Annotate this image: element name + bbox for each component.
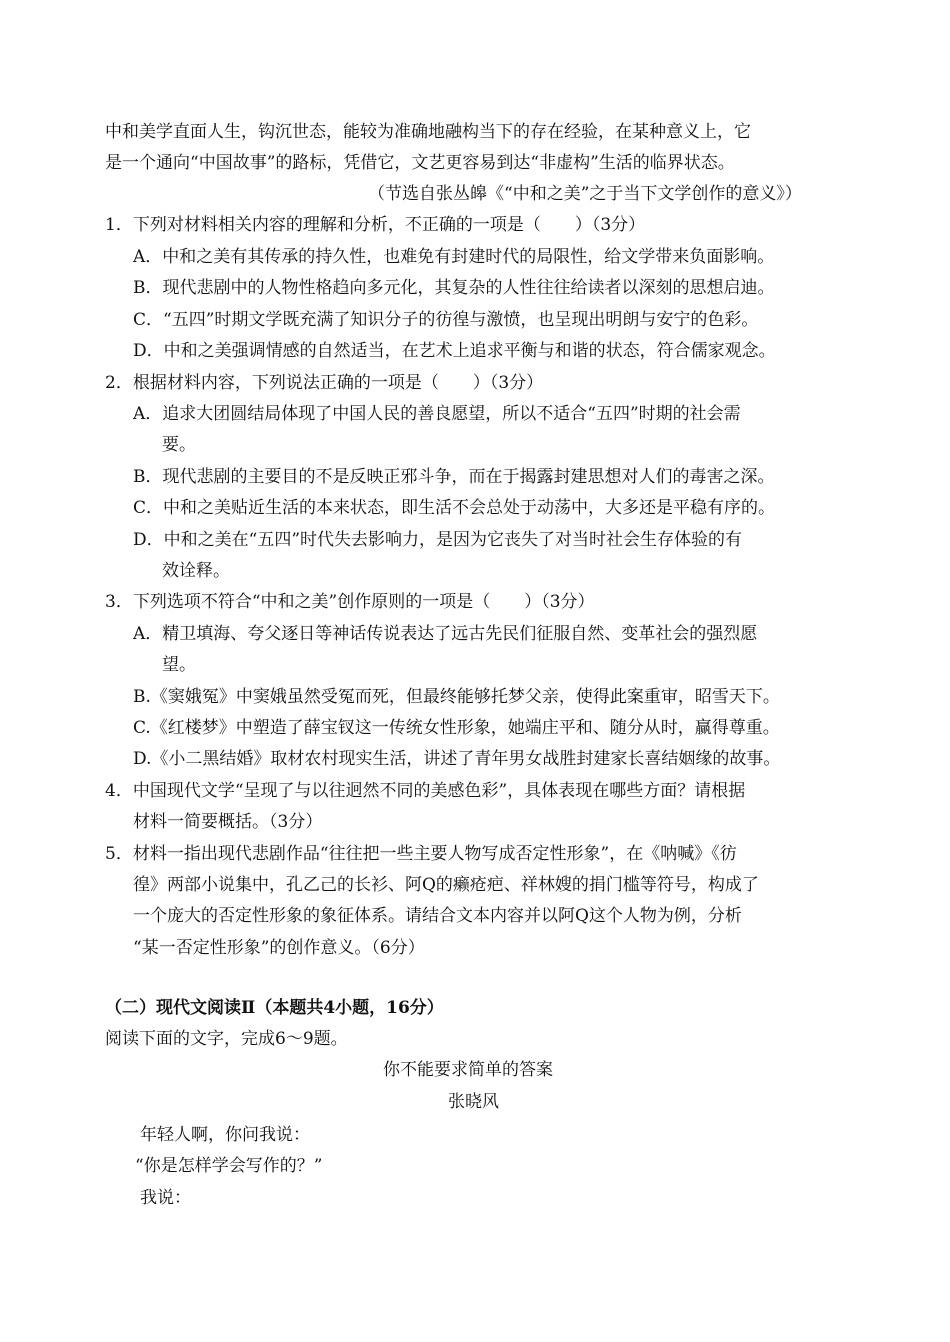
question-2-option-a-cont: 要。 [162,435,196,455]
question-2-option-d: D．中和之美在“五四”时代失去影响力，是因为它丧失了对当时社会生存体验的有 [133,530,743,550]
question-1-option-b: B．现代悲剧中的人物性格趋向多元化，其复杂的人性往往给读者以深刻的思想启迪。 [133,278,775,298]
section-instruction: 阅读下面的文字，完成6～9题。 [105,1029,348,1049]
question-1-stem: 1．下列对材料相关内容的理解和分析，不正确的一项是（ ）（3分） [105,215,646,235]
question-3-option-d: D.《小二黑结婚》取材农村现实生活，讲述了青年男女战胜封建家长喜结姻缘的故事。 [133,749,781,769]
article-author: 张晓风 [448,1092,499,1112]
question-3-stem: 3．下列选项不符合“中和之美”创作原则的一项是（ ）（3分） [105,592,595,612]
question-5-line-2: 徨》两部小说集中，孔乙己的长衫、阿Q的癞疮疤、祥林嫂的捐门槛等符号，构成了 [133,875,759,895]
intro-line-2: 是一个通向“中国故事”的路标，凭借它，文艺更容易到达“非虚构”生活的临界状态。 [105,153,735,173]
question-3-option-b: B.《窦娥冤》中窦娥虽然受冤而死，但最终能够托梦父亲，使得此案重审，昭雪天下。 [133,687,780,707]
question-2-option-d-cont: 效诠释。 [162,561,230,581]
question-3-option-c: C.《红楼梦》中塑造了薛宝钗这一传统女性形象，她端庄平和、随分从时，赢得尊重。 [133,718,780,738]
article-paragraph-2: “你是怎样学会写作的？” [135,1156,323,1176]
question-2-option-c: C．中和之美贴近生活的本来状态，即生活不会总处于动荡中，大多还是平稳有序的。 [133,498,776,518]
question-5-line-4: “某一否定性形象”的创作意义。（6分） [133,938,425,958]
source-citation: （节选自张丛皞《“中和之美”之于当下文学创作的意义》） [368,184,802,204]
question-3-option-a: A．精卫填海、夸父逐日等神话传说表达了远古先民们征服自然、变革社会的强烈愿 [133,624,758,644]
article-paragraph-1: 年轻人啊，你问我说： [140,1125,310,1145]
question-1-option-a: A．中和之美有其传承的持久性，也难免有封建时代的局限性，给文学带来负面影响。 [133,247,775,267]
question-2-option-b: B．现代悲剧的主要目的不是反映正邪斗争，而在于揭露封建思想对人们的毒害之深。 [133,467,775,487]
question-1-option-c: C．“五四”时期文学既充满了知识分子的彷徨与激愤，也呈现出明朗与安宁的色彩。 [133,310,759,330]
question-5-line-3: 一个庞大的否定性形象的象征体系。请结合文本内容并以阿Q这个人物为例，分析 [133,906,742,926]
article-title: 你不能要求简单的答案 [383,1060,553,1080]
question-3-option-a-cont: 望。 [162,655,196,675]
section-heading: （二）现代文阅读Ⅱ（本题共4小题，16分） [105,998,444,1018]
question-4-line-1: 4．中国现代文学“呈现了与以往迥然不同的美感色彩”，具体表现在哪些方面？请根据 [105,781,746,801]
question-2-option-a: A．追求大团圆结局体现了中国人民的善良愿望，所以不适合“五四”时期的社会需 [133,404,741,424]
article-paragraph-3: 我说： [140,1188,191,1208]
question-2-stem: 2．根据材料内容，下列说法正确的一项是（ ）（3分） [105,373,544,393]
question-1-option-d: D．中和之美强调情感的自然适当，在艺术上追求平衡与和谐的状态，符合儒家观念。 [133,341,776,361]
intro-line-1: 中和美学直面人生，钩沉世态，能较为准确地融构当下的存在经验，在某种意义上，它 [105,122,751,142]
question-5-line-1: 5．材料一指出现代悲剧作品“往往把一些主要人物写成否定性形象”，在《呐喊》《彷 [105,844,737,864]
question-4-line-2: 材料一简要概括。（3分） [133,812,323,832]
